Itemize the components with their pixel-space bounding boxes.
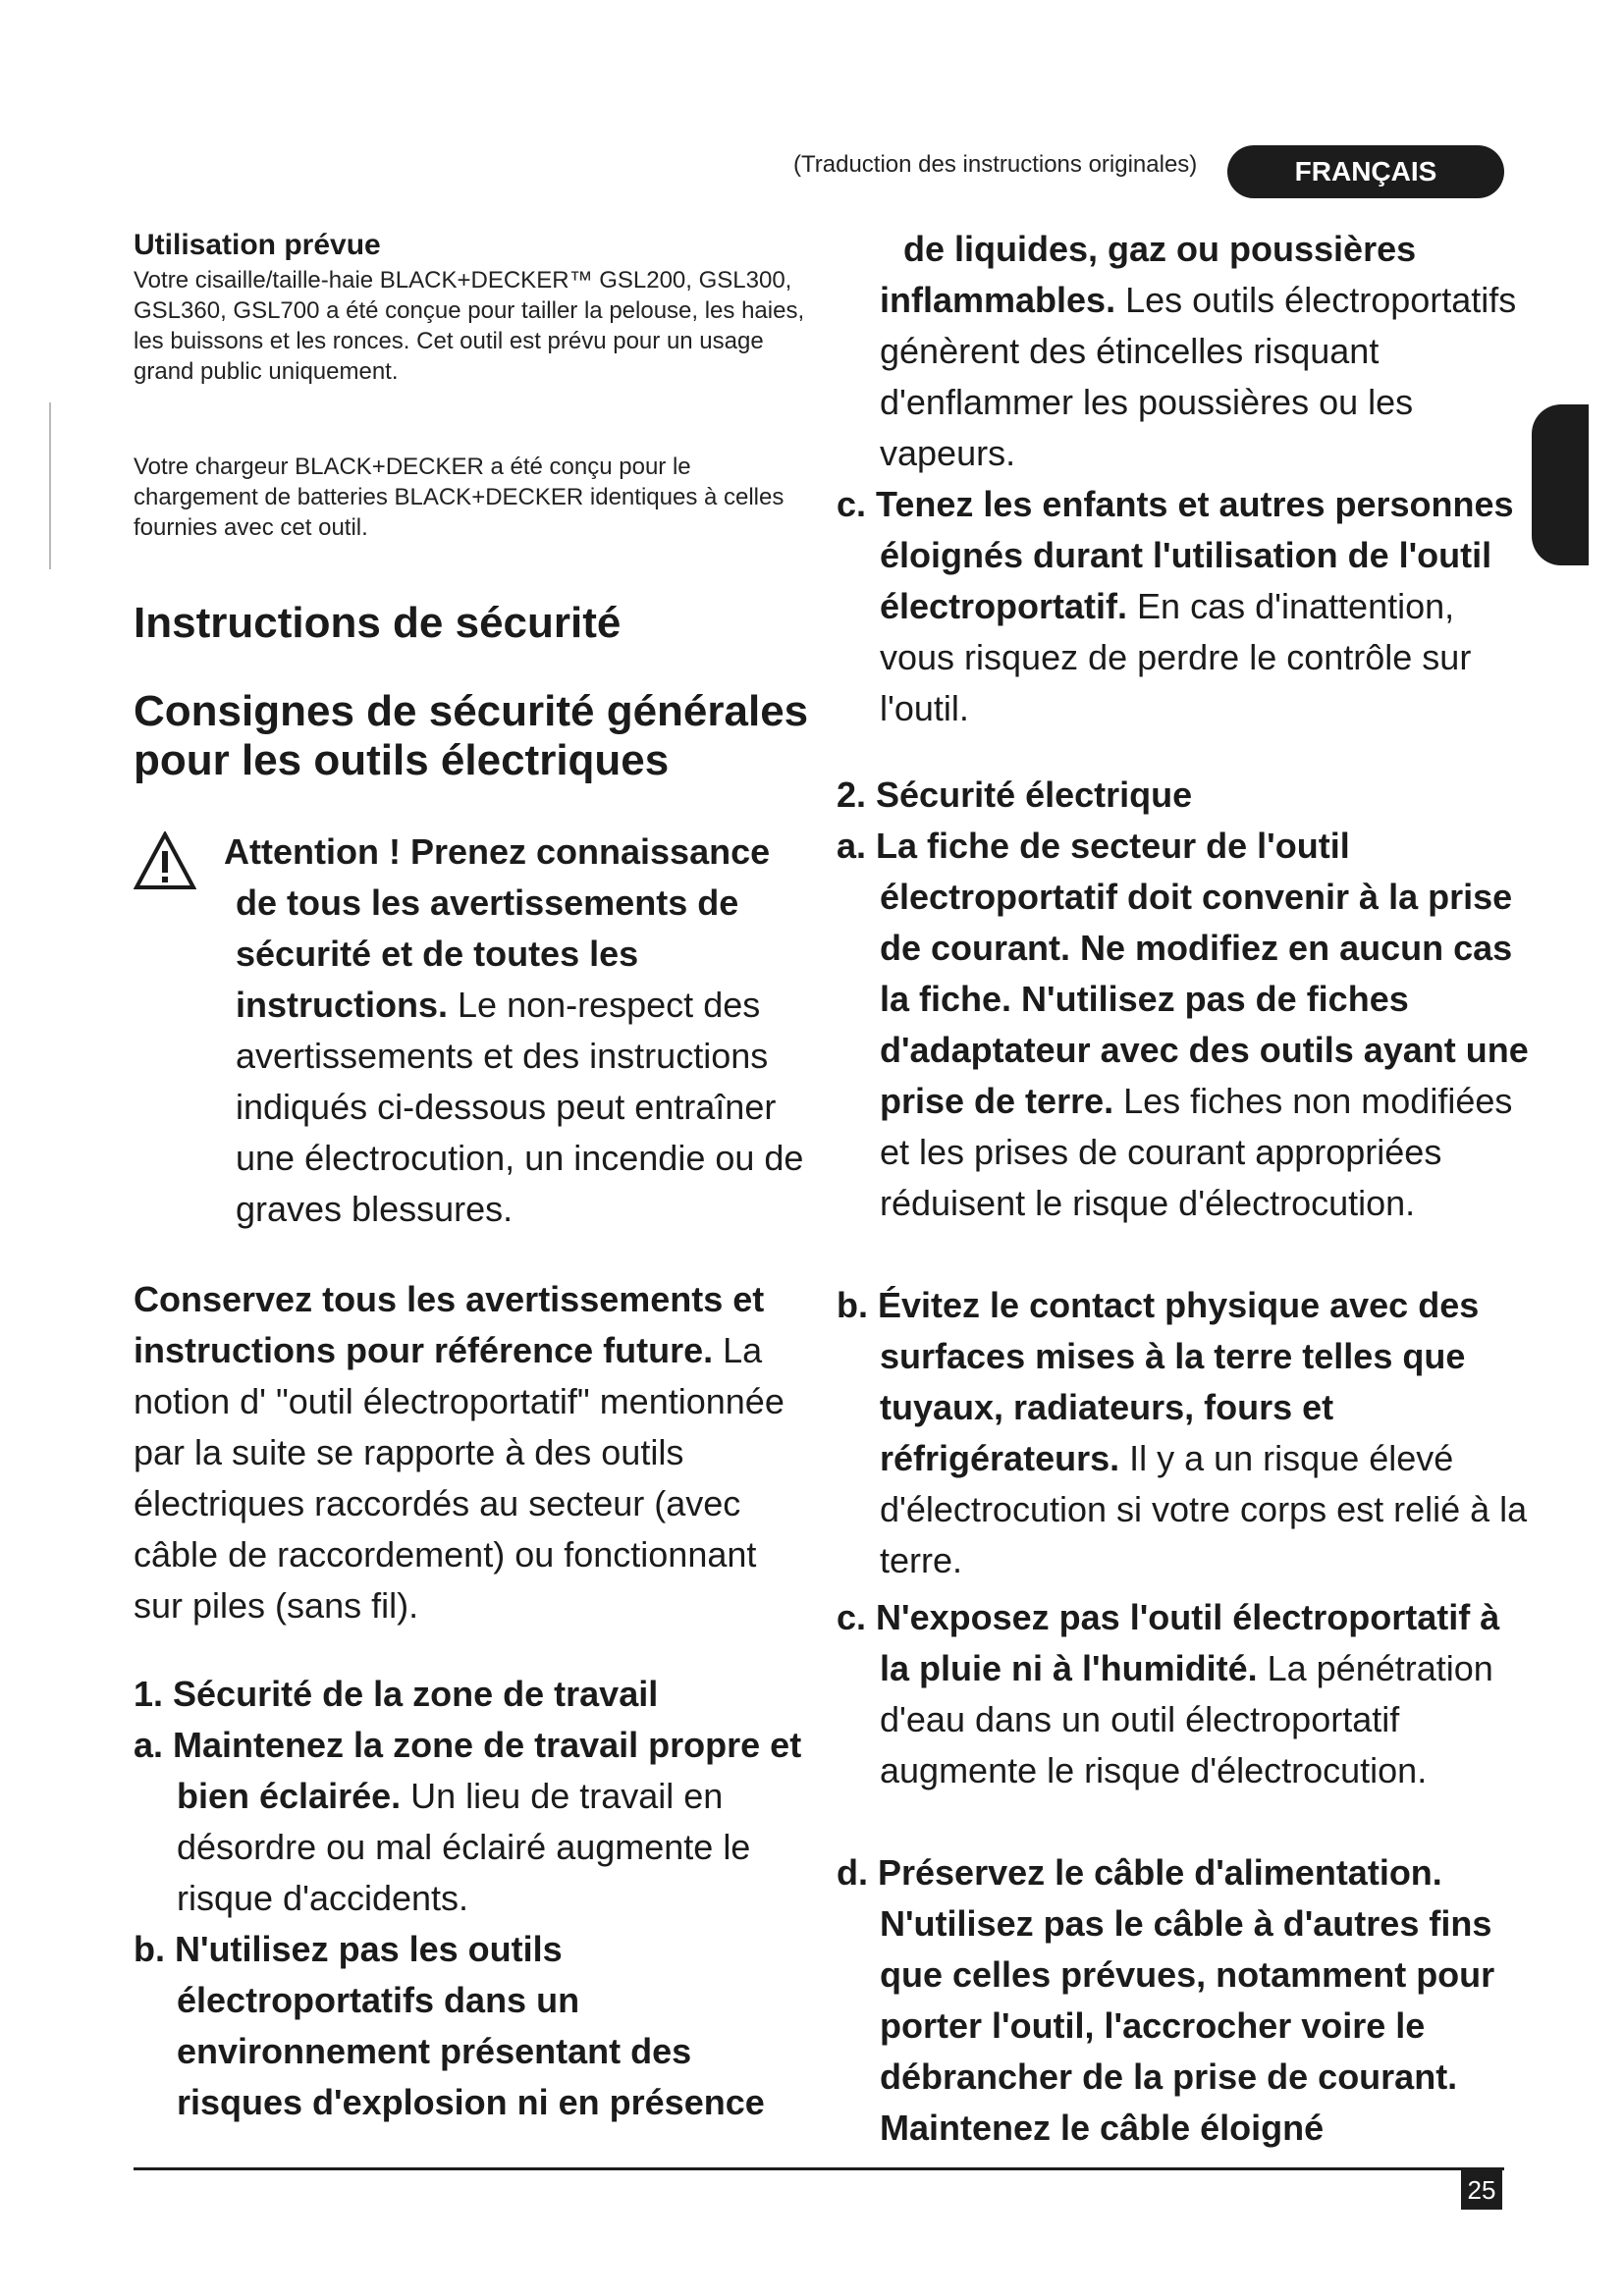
warning-text: Le non-respect des avertissements et des instructions indiqués ci-dessous peut entraîner une électrocution, un incendie ou de graves blessures. <box>236 985 804 1229</box>
item-1a-bold: a. Maintenez la zone de travail propre et bien éclairée. <box>134 1725 802 1816</box>
item-2a <box>837 821 1538 1229</box>
item-1a-text: Un lieu de travail en désordre ou mal éclairé augmente le risque d'accidents. <box>177 1776 751 1918</box>
item-1b: b. N'utilisez pas les outils électroportatifs dans un environnement présentant des risques d'explosion ni en présence <box>134 1929 765 2122</box>
warning-paragraph <box>224 827 805 1235</box>
charger-text: Votre chargeur BLACK+DECKER a été conçu pour le chargement de batteries BLACK+DECKER identiques à celles fournies avec cet outil. <box>134 454 785 541</box>
item-2c-text: La pénétration d'eau dans un outil électroportatif augmente le risque d'électrocution. <box>880 1648 1493 1790</box>
section-side-tab <box>1532 404 1589 565</box>
keep-text: La notion d' "outil électroportatif" mentionnée par la suite se rapporte à des outils électriques raccordés au secteur (avec câble de raccordement) ou fonctionnant sur piles (sans fil). <box>134 1330 785 1626</box>
general-safety-heading: Consignes de sécurité générales pour les outils électriques <box>134 687 809 784</box>
intended-use-text: Votre cisaille/taille-haie BLACK+DECKER™ GSL200, GSL300, GSL360, GSL700 a été conçue pour tailler la pelouse, les haies, les buissons et les ronces. Cet outil est prévu pour un usage grand public uniquement. <box>134 267 805 385</box>
section2-title: 2. Sécurité électrique <box>837 774 1193 815</box>
item-2a-text: Les fiches non modifiées et les prises de courant appropriées réduisent le risque d'électrocution. <box>880 1081 1513 1223</box>
keep-instructions-paragraph <box>134 1274 811 1631</box>
warning-bold: Attention ! Prenez connaissance de tous les avertissements de sécurité et de toutes les instructions. <box>224 831 771 1025</box>
section1-title: 1. Sécurité de la zone de travail <box>134 1674 659 1714</box>
translation-note: (Traduction des instructions originales) <box>793 151 1198 178</box>
item-2a-bold: a. La fiche de secteur de l'outil électroportatif doit convenir à la prise de courant. Ne modifiez en aucun cas la fiche. N'utilisez pas de fiches d'adaptateur avec des outils ayant une prise de terre. <box>837 826 1529 1121</box>
item-1c-bold: c. Tenez les enfants et autres personnes éloignés durant l'utilisation de l'outil électroportatif. <box>837 484 1514 626</box>
item-1c <box>837 479 1538 734</box>
intended-use <box>134 226 811 387</box>
warning-triangle-icon <box>134 831 196 890</box>
item-1b-cont-bold: de liquides, gaz ou poussières inflammables. <box>880 229 1417 320</box>
item-1b-cont-text: Les outils électroportatifs génèrent des étincelles risquant d'enflammer les poussières ou les vapeurs. <box>880 280 1517 473</box>
item-1c-text: En cas d'inattention, vous risquez de perdre le contrôle sur l'outil. <box>880 586 1472 728</box>
item-2d: d. Préservez le câble d'alimentation. N'utilisez pas le câble à d'autres fins que celles prévues, notamment pour porter l'outil, l'accrocher voire le débrancher de la prise de courant. Maintenez le câble éloigné <box>837 1852 1495 2148</box>
footer-rule <box>134 2167 1504 2170</box>
safety-heading: Instructions de sécurité <box>134 599 622 647</box>
intended-use-title: Utilisation prévue <box>134 229 381 261</box>
item-1b-continued <box>856 224 1528 479</box>
language-badge: FRANÇAIS <box>1227 145 1504 198</box>
item-2c-bold: c. N'exposez pas l'outil électroportatif à la pluie ni à l'humidité. <box>837 1597 1500 1688</box>
item-2c <box>837 1592 1538 1796</box>
margin-rule <box>49 402 51 569</box>
page-number: 25 <box>1461 2170 1502 2210</box>
item-2b-bold: b. Évitez le contact physique avec des surfaces mises à la terre telles que tuyaux, radiateurs, fours et réfrigérateurs. <box>837 1285 1480 1478</box>
item-2b <box>837 1280 1538 1586</box>
item-1a <box>134 1720 825 1924</box>
item-2b-text: Il y a un risque élevé d'électrocution si votre corps est relié à la terre. <box>880 1438 1528 1580</box>
keep-bold: Conservez tous les avertissements et instructions pour référence future. <box>134 1279 765 1370</box>
